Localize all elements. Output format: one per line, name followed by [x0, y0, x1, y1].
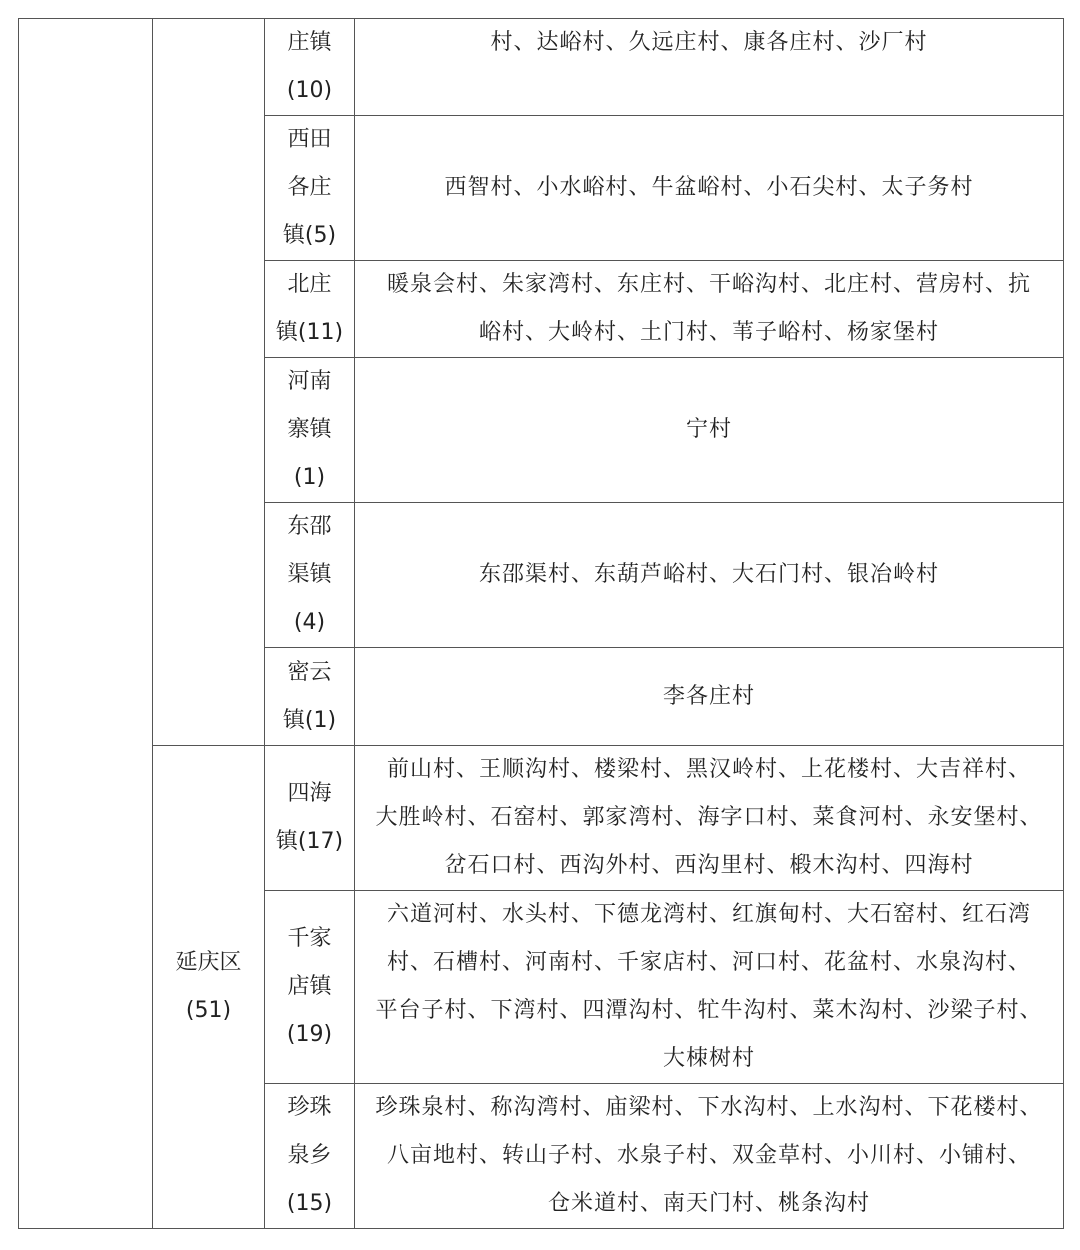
village-line: 李各庄村 — [662, 683, 755, 709]
town-cell — [265, 19, 355, 116]
villages-cell — [355, 503, 1064, 648]
villages-cell — [355, 261, 1064, 358]
town-line: 四海 — [287, 781, 332, 806]
town-line: 北庄 — [287, 272, 332, 297]
district-cell-empty — [153, 19, 265, 746]
town-cell — [265, 891, 355, 1084]
village-table — [18, 18, 1064, 1229]
villages-cell — [355, 746, 1064, 891]
town-cell — [265, 1084, 355, 1229]
town-line: (19) — [286, 1022, 333, 1047]
village-line: 珍珠泉村、称沟湾村、庙梁村、下水沟村、上水沟村、下花楼村、 — [375, 1095, 1043, 1120]
village-line: 村、达峪村、久远庄村、康各庄村、沙厂村 — [490, 30, 928, 55]
village-line: 前山村、王顺沟村、楼梁村、黑汉岭村、上花楼村、大吉祥村、 — [386, 757, 1031, 782]
town-cell — [265, 358, 355, 503]
town-line: 千家 — [287, 926, 332, 951]
town-line: (4) — [293, 610, 326, 635]
town-line: 各庄 — [287, 175, 332, 200]
table-row — [19, 19, 1064, 116]
town-line: 镇(1) — [282, 707, 337, 733]
village-line: 暖泉会村、朱家湾村、东庄村、干峪沟村、北庄村、营房村、抗 — [386, 272, 1031, 297]
town-line: 镇(5) — [282, 223, 337, 248]
village-line: 六道河村、水头村、下德龙湾村、红旗甸村、大石窑村、红石湾 — [386, 902, 1031, 927]
village-line: 八亩地村、转山子村、水泉子村、双金草村、小川村、小铺村、 — [386, 1143, 1031, 1168]
village-line: 村、石槽村、河南村、千家店村、河口村、花盆村、水泉沟村、 — [386, 950, 1031, 975]
town-cell — [265, 261, 355, 358]
district-cell — [153, 746, 265, 1229]
town-cell — [265, 503, 355, 648]
town-line: 河南 — [287, 369, 332, 394]
village-line: 峪村、大岭村、土门村、苇子峪村、杨家堡村 — [478, 320, 939, 345]
town-line: 店镇 — [287, 974, 332, 999]
village-line: 岔石口村、西沟外村、西沟里村、椴木沟村、四海村 — [444, 853, 974, 878]
town-line: 庄镇 — [287, 30, 332, 55]
village-line: 平台子村、下湾村、四潭沟村、牤牛沟村、菜木沟村、沙梁子村、 — [375, 998, 1043, 1023]
village-line: 西智村、小水峪村、牛盆峪村、小石尖村、太子务村 — [444, 175, 974, 200]
town-line: (10) — [286, 78, 333, 103]
villages-cell — [355, 891, 1064, 1084]
village-line: 大栜树村 — [662, 1046, 755, 1071]
town-line: 镇(17) — [275, 829, 344, 854]
town-line: 密云 — [287, 659, 332, 685]
town-line: 镇(11) — [275, 320, 344, 345]
town-cell — [265, 116, 355, 261]
town-line: 西田 — [287, 127, 332, 152]
villages-cell — [355, 358, 1064, 503]
table-row — [19, 746, 1064, 891]
town-line: 渠镇 — [287, 562, 332, 587]
town-cell — [265, 648, 355, 746]
villages-cell — [355, 116, 1064, 261]
town-line: (15) — [286, 1191, 333, 1216]
villages-cell — [355, 1084, 1064, 1229]
town-line: 泉乡 — [287, 1143, 332, 1168]
villages-cell — [355, 648, 1064, 746]
town-line: 东邵 — [287, 514, 332, 539]
town-line: 寨镇 — [287, 417, 332, 442]
village-line: 大胜岭村、石窑村、郭家湾村、海字口村、菜食河村、永安堡村、 — [375, 805, 1043, 830]
district-count: (51) — [185, 998, 232, 1023]
village-line: 宁村 — [685, 417, 732, 442]
region-cell — [19, 19, 153, 1229]
town-line: (1) — [293, 465, 326, 490]
village-line: 东邵渠村、东葫芦峪村、大石门村、银冶岭村 — [478, 562, 939, 587]
district-name: 延庆区 — [175, 950, 242, 975]
villages-cell — [355, 19, 1064, 116]
town-cell — [265, 746, 355, 891]
town-line: 珍珠 — [287, 1095, 332, 1120]
village-line: 仓米道村、南天门村、桃条沟村 — [547, 1191, 870, 1216]
